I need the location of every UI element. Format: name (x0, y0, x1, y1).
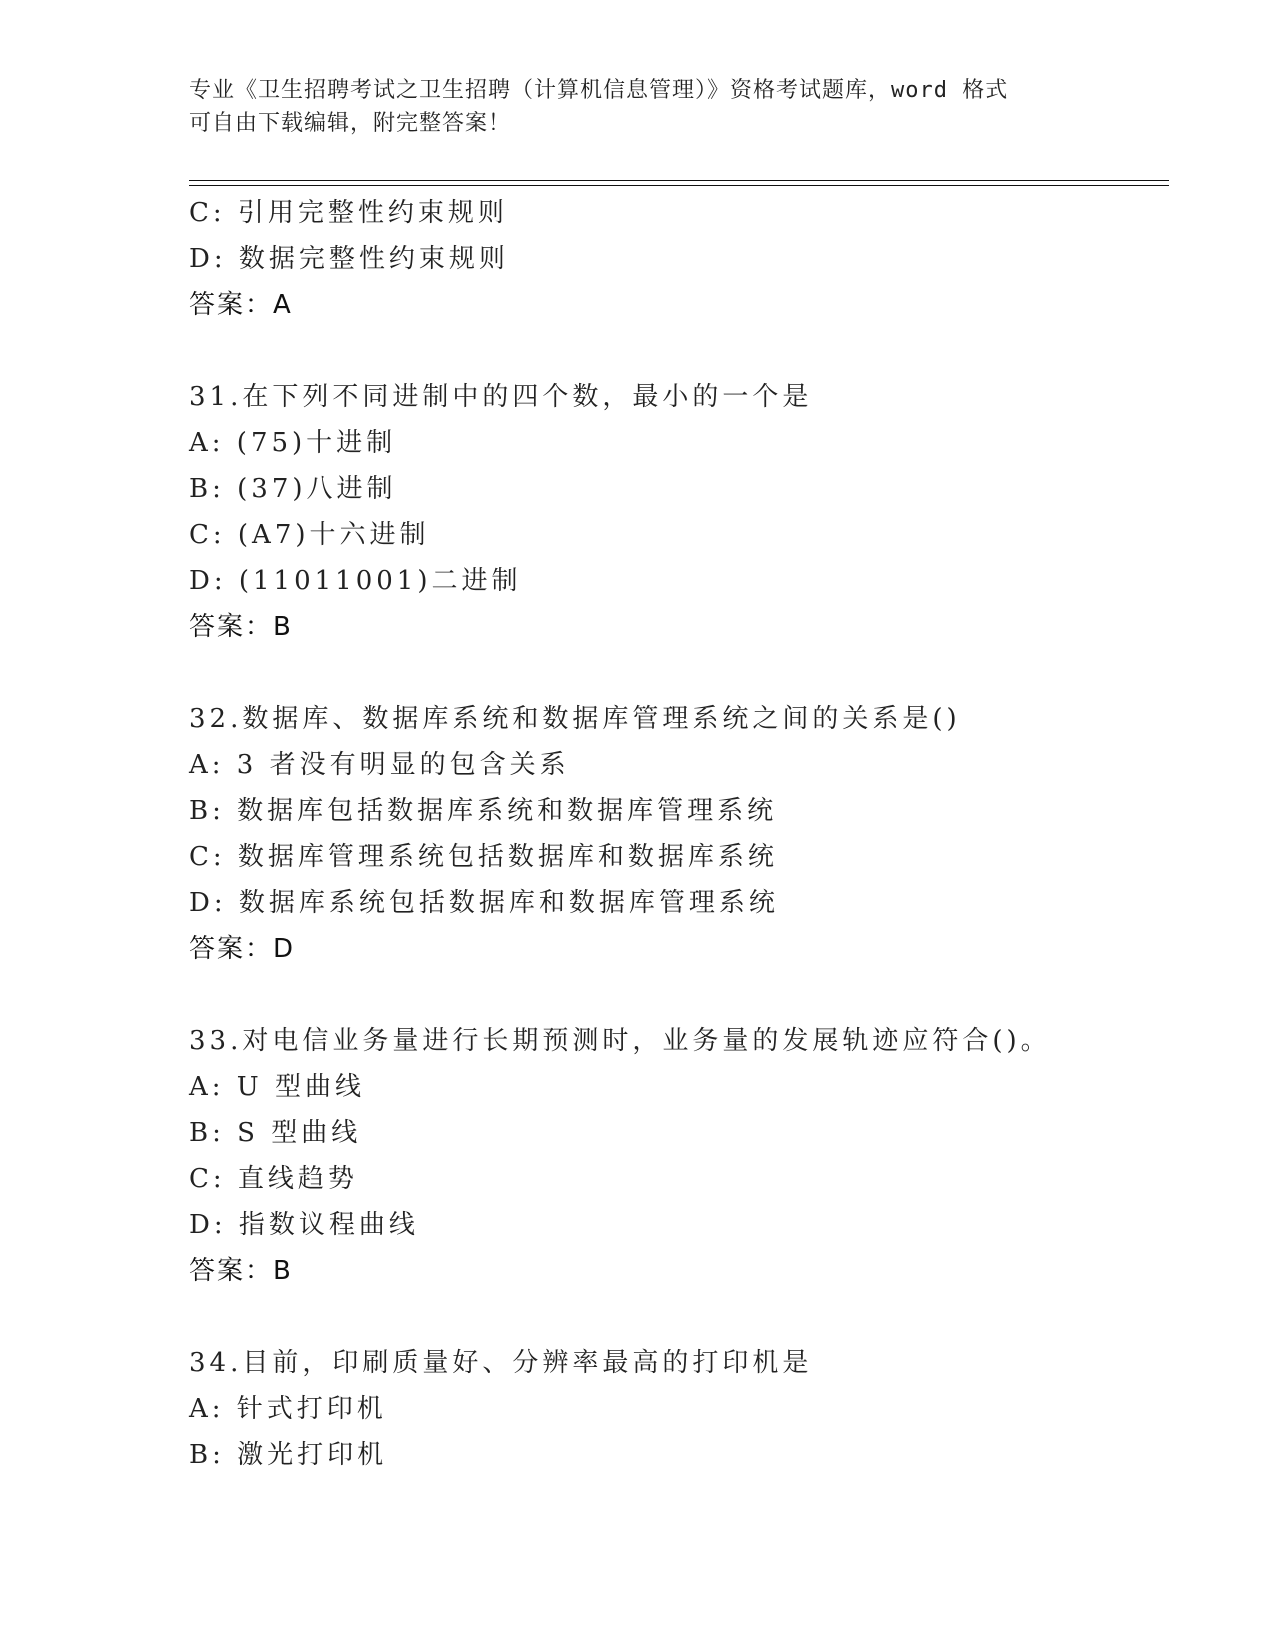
question-31 (189, 374, 1169, 650)
option-d: D: (11011001)二进制 (189, 566, 522, 596)
option-c: C: 数据库管理系统包括数据库和数据库系统 (189, 842, 778, 872)
answer-line: 答案：B (189, 1256, 293, 1286)
option-a: A: U 型曲线 (189, 1072, 365, 1102)
option-a: A: (75)十进制 (189, 428, 397, 458)
option-b: B: S 型曲线 (189, 1118, 362, 1148)
answer-line: 答案：B (189, 612, 293, 642)
question-list (189, 190, 1169, 1478)
spacer (189, 1294, 1169, 1340)
option-d: D: 数据库系统包括数据库和数据库管理系统 (189, 888, 779, 918)
spacer (189, 972, 1169, 1018)
option-c: C: 引用完整性约束规则 (189, 198, 508, 228)
question-stem: 31.在下列不同进制中的四个数，最小的一个是 (189, 382, 813, 412)
question-32 (189, 696, 1169, 972)
answer-line: 答案：A (189, 290, 293, 320)
option-b: B: 数据库包括数据库系统和数据库管理系统 (189, 796, 778, 826)
question-stem: 34.目前，印刷质量好、分辨率最高的打印机是 (189, 1348, 813, 1378)
header-divider-top (189, 180, 1169, 181)
question-33 (189, 1018, 1169, 1294)
question-34 (189, 1340, 1169, 1478)
option-c: C: (A7)十六进制 (189, 520, 430, 550)
question-stem: 33.对电信业务量进行长期预测时，业务量的发展轨迹应符合()。 (189, 1026, 1051, 1056)
header-line-1: 专业《卫生招聘考试之卫生招聘（计算机信息管理）》资格考试题库，word 格式 (189, 78, 1009, 103)
option-a: A: 3 者没有明显的包含关系 (189, 750, 570, 780)
header-divider-bottom (189, 185, 1169, 186)
option-d: D: 指数议程曲线 (189, 1210, 419, 1240)
option-c: C: 直线趋势 (189, 1164, 358, 1194)
header-line-2: 可自由下载编辑，附完整答案！ (189, 111, 512, 136)
option-d: D: 数据完整性约束规则 (189, 244, 509, 274)
option-a: A: 针式打印机 (189, 1394, 387, 1424)
document-header (189, 74, 1089, 140)
option-b: B: (37)八进制 (189, 474, 397, 504)
question-30-tail (189, 190, 1169, 328)
question-stem: 32.数据库、数据库系统和数据库管理系统之间的关系是() (189, 704, 961, 734)
answer-line: 答案：D (189, 934, 296, 964)
spacer (189, 650, 1169, 696)
spacer (189, 328, 1169, 374)
option-b: B: 激光打印机 (189, 1440, 388, 1470)
